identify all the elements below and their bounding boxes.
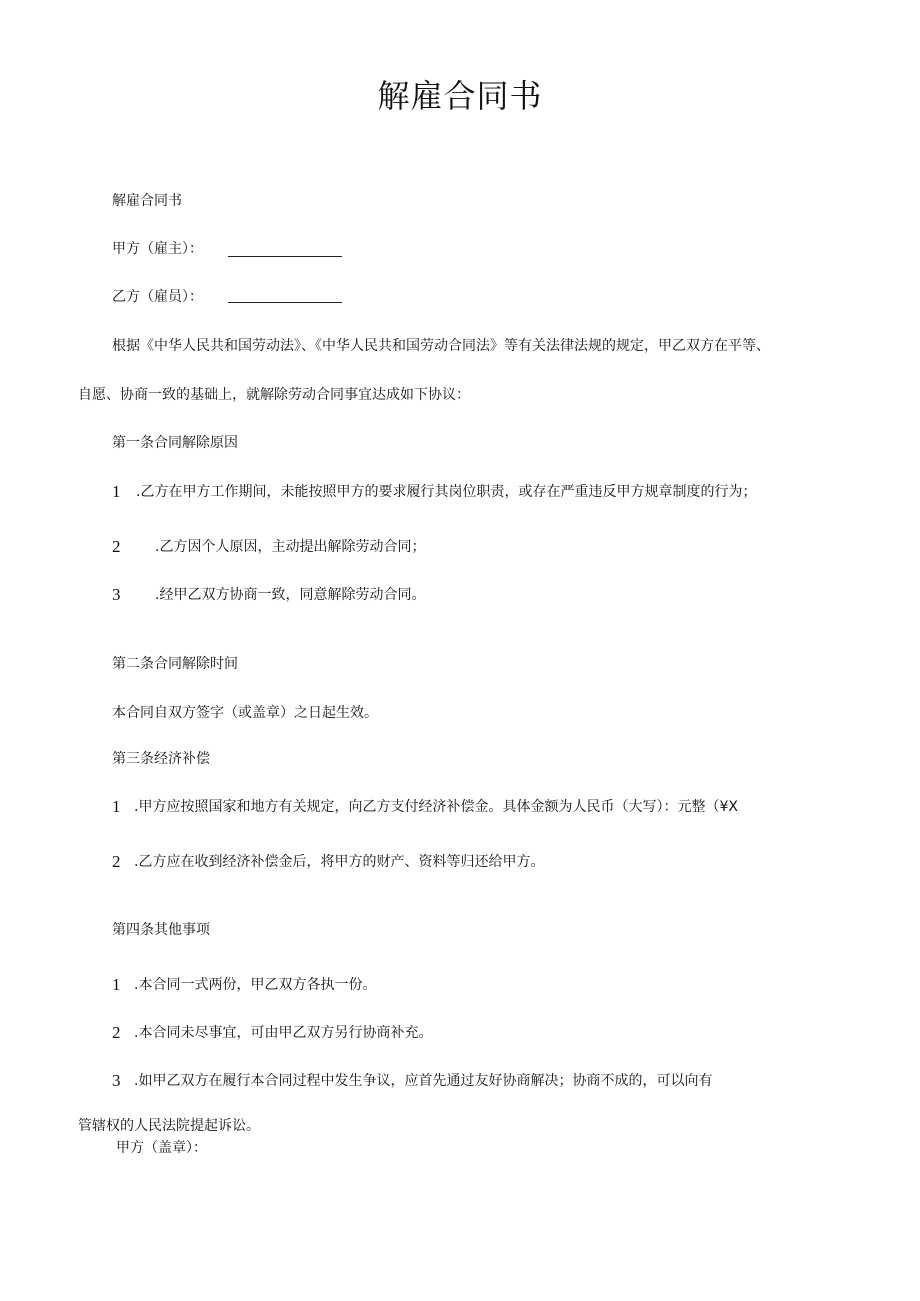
document-title: 解雇合同书 — [377, 77, 543, 115]
article-4-item-2-number: 2 — [112, 1023, 121, 1042]
article-4-heading: 第四条其他事项 — [112, 922, 210, 938]
article-3-item-1-text: .甲方应按照国家和地方有关规定，向乙方支付经济补偿金。具体金额为人民币（大写）：元整（¥X — [134, 799, 738, 815]
article-4-item-1-number: 1 — [112, 975, 121, 994]
intro-line-2: 自愿、协商一致的基础上，就解除劳动合同事宜达成如下协议： — [78, 387, 470, 403]
article-4-item-3-text: .如甲乙双方在履行本合同过程中发生争议，应首先通过友好协商解决；协商不成的，可以向有 — [134, 1073, 713, 1089]
party-b-label: 乙方（雇员）： — [112, 289, 203, 305]
signature-party-a: 甲方（盖章）： — [116, 1140, 207, 1156]
article-4-item-3-number: 3 — [112, 1071, 121, 1090]
article-1-item-2-number: 2 — [112, 537, 121, 556]
article-1-item-3-text: .经甲乙双方协商一致，同意解除劳动合同。 — [155, 587, 426, 603]
article-4-item-1-text: .本合同一式两份，甲乙双方各执一份。 — [134, 977, 377, 993]
article-1-item-1-number: 1 — [112, 482, 121, 501]
document-subtitle: 解雇合同书 — [112, 193, 182, 209]
party-b-blank-line — [228, 302, 342, 303]
article-4-item-2-text: .本合同未尽事宜，可由甲乙双方另行协商补充。 — [134, 1025, 433, 1041]
article-3-item-2-number: 2 — [112, 852, 121, 871]
article-1-heading: 第一条合同解除原因 — [112, 435, 238, 451]
party-a-blank-line — [228, 256, 342, 257]
party-a-label: 甲方（雇主）： — [112, 241, 203, 257]
article-3-item-2-text: .乙方应在收到经济补偿金后，将甲方的财产、资料等归还给甲方。 — [134, 854, 545, 870]
article-1-item-3-number: 3 — [112, 585, 121, 604]
article-1-item-1-text: .乙方在甲方工作期间，未能按照甲方的要求履行其岗位职责，或存在严重违反甲方规章制度的行为； — [136, 484, 757, 500]
article-4-item-3-continuation: 管辖权的人民法院提起诉讼。 — [78, 1118, 260, 1134]
article-2-body: 本合同自双方签字（或盖章）之日起生效。 — [112, 705, 378, 721]
article-2-heading: 第二条合同解除时间 — [112, 656, 238, 672]
article-3-item-1-number: 1 — [112, 797, 121, 816]
article-3-heading: 第三条经济补偿 — [112, 751, 210, 767]
article-1-item-2-text: .乙方因个人原因，主动提出解除劳动合同； — [155, 539, 426, 555]
intro-line-1: 根据《中华人民共和国劳动法》、《中华人民共和国劳动合同法》等有关法律法规的规定，甲乙双方在平等、 — [112, 338, 770, 354]
